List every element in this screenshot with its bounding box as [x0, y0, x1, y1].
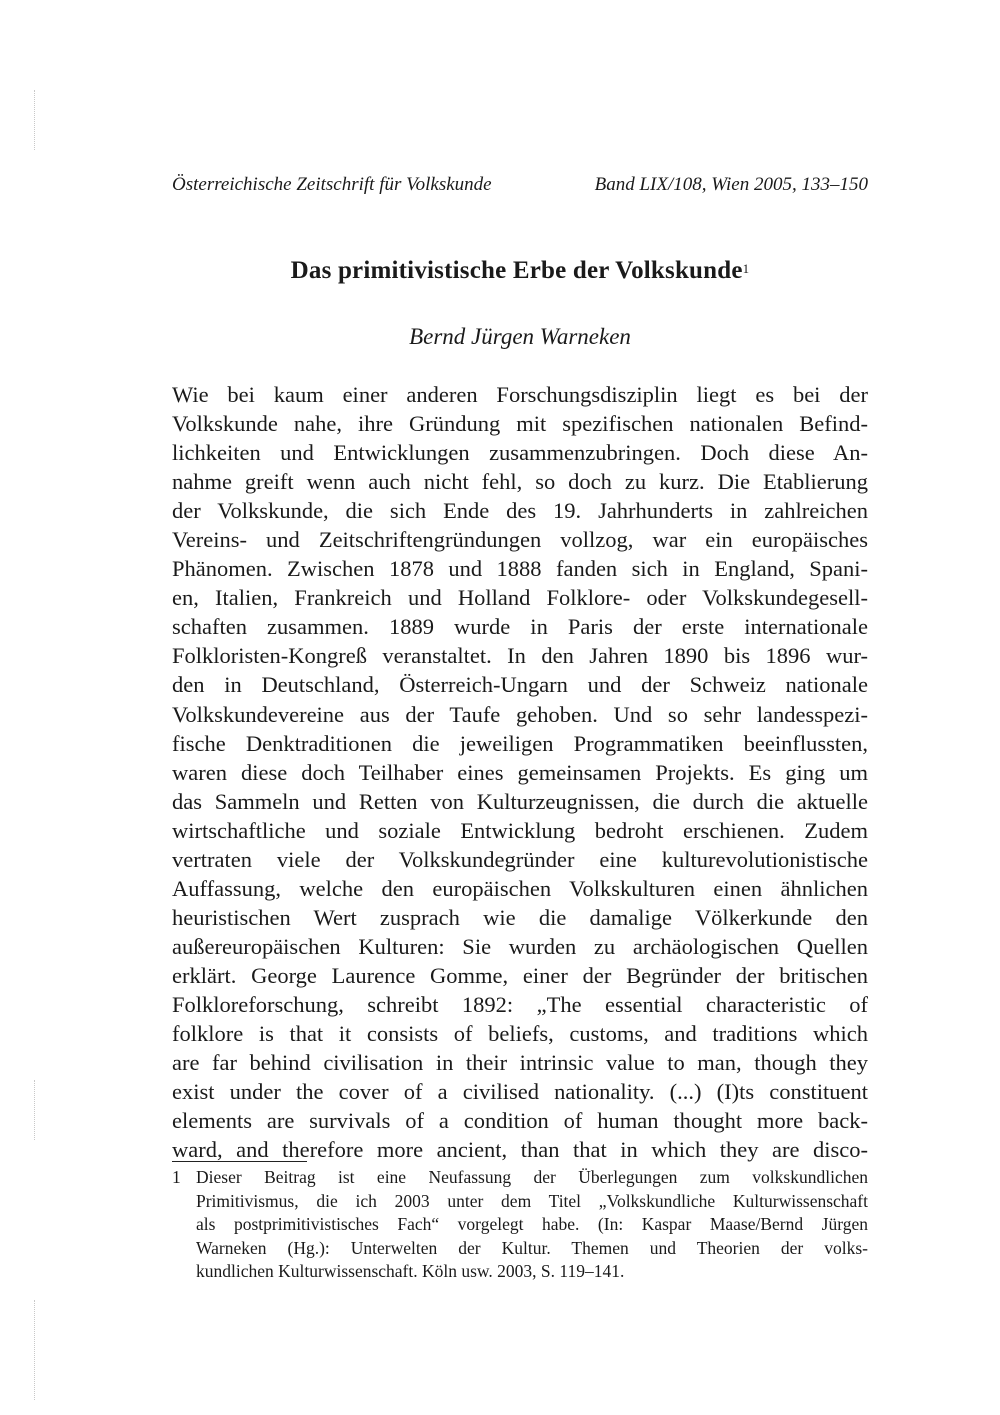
body-line: folklore is that it consists of beliefs, customs, and traditions which: [172, 1021, 868, 1047]
footnote-line: als postprimitivistisches Fach“ vorgelegt habe. (In: Kaspar Maase/Bernd Jürgen: [196, 1214, 868, 1235]
body-line: Volkskunde nahe, ihre Gründung mit spezifischen nationalen Befind-: [172, 411, 868, 437]
body-line: der Volkskunde, die sich Ende des 19. Jahrhunderts in zahlreichen: [172, 498, 868, 524]
scan-margin-mark: [34, 1300, 36, 1400]
body-line: heuristischen Wert zusprach wie die damalige Völkerkunde den: [172, 904, 868, 930]
scan-margin-mark: [34, 1080, 36, 1140]
body-line: lichkeiten und Entwicklungen zusammenzubringen. Doch diese An-: [172, 440, 868, 466]
body-line: Phänomen. Zwischen 1878 und 1888 fanden sich in England, Spani-: [172, 556, 868, 582]
scan-margin-mark: [34, 90, 36, 150]
footnote-line: kundlichen Kulturwissenschaft. Köln usw. 2003, S. 119–141.: [196, 1261, 625, 1282]
running-head: [172, 172, 868, 198]
footnote-line: Warneken (Hg.): Unterwelten der Kultur. Themen und Theorien der volks-: [196, 1237, 868, 1258]
body-line: en, Italien, Frankreich und Holland Folklore- oder Volkskundegesell-: [172, 585, 868, 611]
footnote-rule: [172, 1161, 307, 1162]
body-line: schaften zusammen. 1889 wurde in Paris der erste internationale: [172, 614, 868, 640]
footnote-line: Primitivismus, die ich 2003 unter dem Titel „Volkskundliche Kulturwissenschaft: [196, 1190, 868, 1211]
article-author: Bernd Jürgen Warneken: [409, 324, 631, 349]
body-line: Folkloreforschung, schreibt 1892: „The essential characteristic of: [172, 991, 868, 1017]
body-line: Auffassung, welche den europäischen Volkskulturen einen ähnlichen: [172, 875, 868, 901]
body-line: ward, and therefore more ancient, than that in which they are disco-: [172, 1137, 868, 1163]
body-line: Vereins- und Zeitschriftengründungen vollzog, war ein europäisches: [172, 527, 868, 553]
body-line: erklärt. George Laurence Gomme, einer der Begründer der britischen: [172, 962, 868, 988]
body-line: fische Denktraditionen die jeweiligen Programmatiken beeinflussten,: [172, 730, 868, 756]
body-line: das Sammeln und Retten von Kulturzeugnissen, die durch die aktuelle: [172, 788, 868, 814]
body-line: wirtschaftliche und soziale Entwicklung bedroht erschienen. Zudem: [172, 817, 868, 843]
article-title: [172, 254, 868, 288]
body-line: vertraten viele der Volkskundegründer eine kulturevolutionistische: [172, 846, 868, 872]
title-footnote-mark: 1: [742, 261, 750, 276]
body-line: Folkloristen-Kongreß veranstaltet. In den Jahren 1890 bis 1896 wur-: [172, 643, 868, 669]
body-line: den in Deutschland, Österreich-Ungarn und der Schweiz nationale: [172, 672, 868, 698]
footnote-line: [172, 1166, 868, 1190]
body-text: [172, 380, 868, 1164]
footnote: [172, 1166, 868, 1284]
body-line: are far behind civilisation in their intrinsic value to man, though they: [172, 1050, 868, 1076]
body-line: elements are survivals of a condition of human thought more back-: [172, 1108, 868, 1134]
footnote-text: Dieser Beitrag ist eine Neufassung der Überlegungen zum volkskundlichen: [196, 1167, 868, 1187]
body-line: außereuropäischen Kulturen: Sie wurden zu archäologischen Quellen: [172, 933, 868, 959]
body-line: waren diese doch Teilhaber eines gemeinsamen Projekts. Es ging um: [172, 759, 868, 785]
body-line: Wie bei kaum einer anderen Forschungsdisziplin liegt es bei der: [172, 382, 868, 407]
volume-info: Band LIX/108, Wien 2005, 133–150: [594, 174, 868, 195]
body-line: Volkskundevereine aus der Taufe gehoben. Und so sehr landesspezi-: [172, 701, 868, 727]
body-line: exist under the cover of a civilised nationality. (...) (I)ts constituent: [172, 1079, 868, 1105]
body-line: nahme greift wenn auch nicht fehl, so doch zu kurz. Die Etablierung: [172, 469, 868, 495]
footnote-number: 1: [172, 1167, 181, 1187]
article-title-text: Das primitivistische Erbe der Volkskunde: [290, 257, 743, 284]
journal-name: Österreichische Zeitschrift für Volkskunde: [172, 174, 492, 195]
